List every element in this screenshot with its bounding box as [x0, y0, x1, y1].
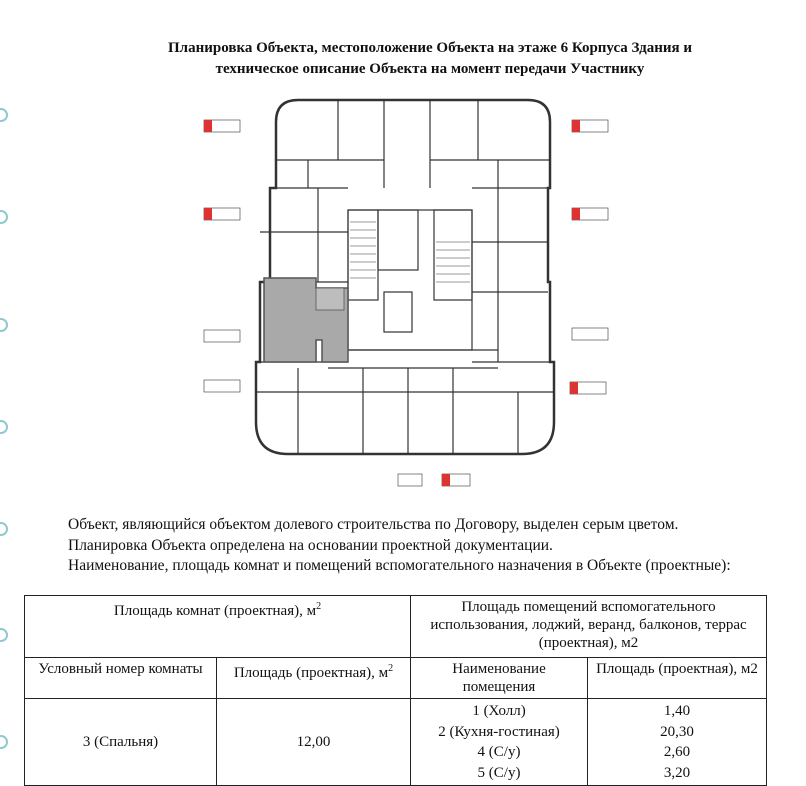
binder-ring: [0, 318, 8, 332]
paragraph-object-highlight: Объект, являющийся объектом долевого строительства по Договору, выделен серым цветом.: [68, 516, 679, 533]
aux-name: 5 (С/у): [477, 764, 521, 781]
aux-name: 1 (Холл): [472, 703, 526, 719]
column-room-number: Условный номер комнаты: [25, 658, 217, 699]
column-room-area: Площадь (проектная), $м^2$: [217, 658, 411, 699]
binder-ring: [0, 628, 8, 642]
binder-ring: [0, 522, 8, 536]
title-line-1: Планировка Объекта, местоположение Объекта на этаже 6 Корпуса Здания и: [168, 40, 692, 56]
column-aux-area: Площадь (проектная), м2: [588, 658, 767, 699]
room-area-cell: 12,00: [217, 699, 411, 786]
aux-name: 2 (Кухня-гостиная): [438, 723, 560, 740]
binder-ring: [0, 420, 8, 434]
binder-ring: [0, 210, 8, 224]
aux-area: 20,30: [660, 723, 694, 740]
floor-plan: [198, 92, 610, 500]
aux-area-list: [588, 699, 767, 786]
aux-name: 4 (С/у): [477, 744, 521, 760]
binder-ring: [0, 108, 8, 122]
paragraph-plan-basis: Планировка Объекта определена на основании проектной документации.: [68, 537, 553, 554]
header-aux-areas: Площадь помещений вспомогательного использования, лоджий, веранд, балконов, террас (проектная), м2: [411, 596, 767, 658]
aux-name-list: [411, 699, 588, 786]
column-aux-name: Наименование помещения: [411, 658, 588, 699]
aux-area: 3,20: [663, 764, 691, 781]
header-room-areas: Площадь комнат (проектная), $м^2$: [25, 596, 411, 658]
aux-area: 2,60: [663, 744, 691, 760]
paragraph-room-list-intro: Наименование, площадь комнат и помещений вспомогательного назначения в Объекте (проектные):: [68, 557, 731, 574]
room-name-cell: 3 (Спальня): [25, 699, 217, 786]
binder-rings: [0, 0, 14, 780]
binder-ring: [0, 735, 8, 749]
aux-area: 1,40: [663, 703, 691, 719]
title-line-2: техническое описание Объекта на момент передачи Участнику: [215, 61, 645, 77]
document-title: [110, 38, 750, 80]
room-area-table: [24, 595, 767, 786]
